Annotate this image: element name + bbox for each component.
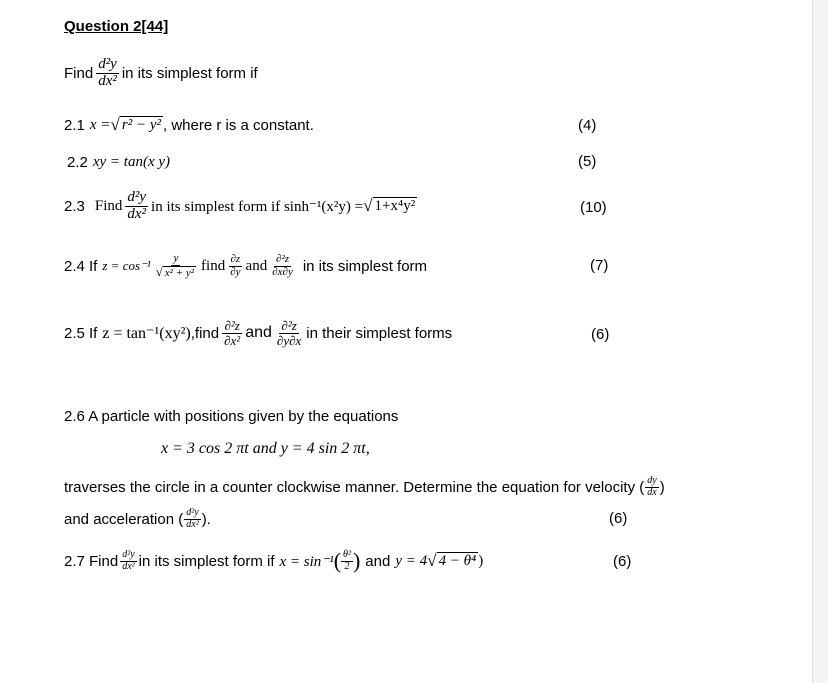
q27-theta-den: 2 xyxy=(344,560,350,572)
q26-line3-end: ) xyxy=(659,478,665,496)
q26-line-3 xyxy=(64,470,665,504)
q24-marks: (7) xyxy=(590,257,609,274)
q24-frac3-den: ∂x∂y xyxy=(272,265,293,278)
q26-vel-den: dx xyxy=(647,486,657,498)
q25-frac2-den: ∂y∂x xyxy=(276,332,302,348)
q24-fraction-3 xyxy=(270,254,295,278)
q24-lhs: z = cos⁻¹ xyxy=(102,258,151,273)
q21-marks: (4) xyxy=(578,117,597,134)
q27-sqrt: √ 4 − θ⁴ xyxy=(427,551,477,571)
q23-prefix: Find xyxy=(94,197,123,214)
q21-radicand: r² − y² xyxy=(121,117,161,134)
q27-number: 2.7 Find xyxy=(64,552,119,570)
q24-find: find xyxy=(201,257,226,274)
q23-frac-num: d²y xyxy=(127,188,147,205)
question-2-3 xyxy=(64,186,417,226)
q27-expr2-end: ) xyxy=(478,552,484,569)
page-edge xyxy=(812,0,828,683)
q27-expr1: x = sin⁻¹ xyxy=(279,553,334,570)
q25-find: ,find xyxy=(190,324,220,342)
q27-fraction xyxy=(120,550,136,572)
q23-fraction xyxy=(125,190,148,223)
q26-line4-end: ). xyxy=(201,510,211,528)
q25-fraction-2 xyxy=(275,319,303,347)
q25-frac1-num: ∂²z xyxy=(224,317,240,333)
question-2-7: 2.7 Find $\frac{\text{d²y}}{\text{dx²}}$ in its simplest form if x = sin⁻¹ ( $\frac{\text{θ²}}{2}$ ) and y = 4 √ 4 − θ⁴ ) xyxy=(64,548,484,573)
q27-mid: in its simplest form if xyxy=(138,552,275,570)
intro-fraction xyxy=(96,57,119,90)
q24-frac2-num: ∂z xyxy=(230,252,241,265)
question-2-1 xyxy=(64,113,314,137)
q26-line3-text: traverses the circle in a counter clockwise manner. Determine the equation for velocity ( xyxy=(64,478,645,496)
q26-marks: (6) xyxy=(609,510,628,527)
q25-marks: (6) xyxy=(591,326,610,343)
q23-number: 2.3 xyxy=(64,197,85,215)
q26-vel-num: dy xyxy=(647,475,657,486)
q24-number: 2.4 If xyxy=(64,257,98,275)
q21-number: 2.1 xyxy=(64,116,85,134)
q23-radicand: 1+x⁴y² xyxy=(374,198,416,215)
q25-and: and xyxy=(245,324,272,341)
q25-frac1-den: ∂x² xyxy=(224,332,241,348)
q25-frac2-num: ∂²z xyxy=(281,317,297,333)
q24-fraction-2 xyxy=(228,254,242,278)
q22-marks: (5) xyxy=(578,153,597,170)
q23-sqrt: √ 1+x⁴y² xyxy=(363,196,416,216)
q26-acceleration-fraction xyxy=(184,508,200,530)
q22-expr: xy = tan(x y) xyxy=(92,153,171,170)
q23-mid: in its simplest form if sinh⁻¹(x²y) = xyxy=(151,198,364,215)
q27-frac-num: d²y xyxy=(122,549,135,560)
q26-velocity-fraction xyxy=(645,476,658,498)
q24-frac2-den: ∂y xyxy=(230,265,241,278)
q24-fraction-1 xyxy=(154,253,198,279)
intro-prefix: Find xyxy=(64,64,94,82)
intro-frac-num: d²y xyxy=(98,55,117,72)
q24-suffix: in its simplest form xyxy=(302,257,428,275)
intro-frac-den: dx² xyxy=(98,72,117,89)
q25-fraction-1 xyxy=(222,319,242,347)
q26-line-1: 2.6 A particle with positions given by the equations xyxy=(64,408,399,425)
intro-suffix: in its simplest form if xyxy=(121,64,258,82)
q21-suffix: , where r is a constant. xyxy=(162,116,314,134)
q27-and: and xyxy=(365,552,391,570)
q24-and: and xyxy=(245,257,268,274)
q24-frac1-den: √ x² + y² xyxy=(155,264,195,279)
q27-frac-den: dx² xyxy=(122,560,135,572)
q21-lhs: x = xyxy=(89,116,111,133)
q25-suffix: in their simplest forms xyxy=(306,324,453,342)
intro-line xyxy=(64,53,258,93)
q27-theta-num: θ² xyxy=(343,549,351,560)
q25-lhs: z = tan⁻¹(xy²) xyxy=(102,325,191,342)
q24-frac3-num: ∂²z xyxy=(276,252,290,265)
q26-line4-text: and acceleration ( xyxy=(64,510,184,528)
q23-frac-den: dx² xyxy=(127,205,147,222)
question-2-2 xyxy=(67,150,170,174)
q27-expr2-pre: y = 4 xyxy=(395,552,428,569)
q26-line-4 xyxy=(64,504,211,534)
q25-number: 2.5 If xyxy=(64,324,98,342)
q27-marks: (6) xyxy=(613,553,632,570)
q27-theta-fraction xyxy=(341,550,353,572)
q24-frac1-num: y xyxy=(173,251,179,264)
q26-acc-den: dx² xyxy=(186,518,199,530)
q26-equations: x = 3 cos 2 πt and y = 4 sin 2 πt, xyxy=(161,440,370,457)
q22-number: 2.2 xyxy=(67,153,88,171)
q23-marks: (10) xyxy=(580,199,607,216)
q27-radicand: 4 − θ⁴ xyxy=(438,553,477,570)
question-2-5 xyxy=(64,310,452,356)
question-heading: Question 2[44] xyxy=(64,18,169,35)
question-2-4 xyxy=(64,244,427,288)
q21-sqrt: √ r² − y² xyxy=(110,115,161,135)
q26-acc-num: d²y xyxy=(186,507,199,518)
